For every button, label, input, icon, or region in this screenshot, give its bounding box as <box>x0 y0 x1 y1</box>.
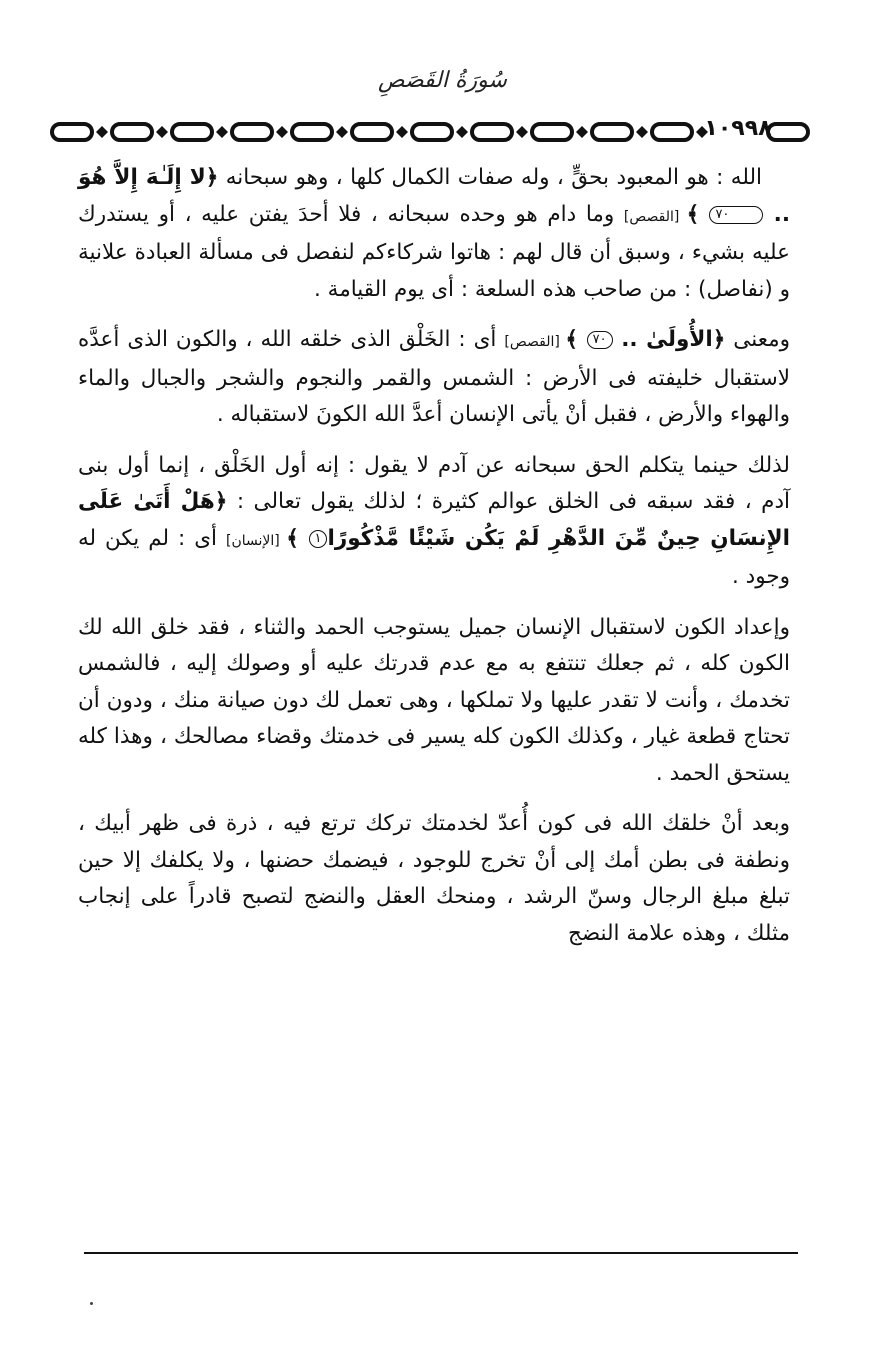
verse-number: ٧٠ <box>587 331 613 349</box>
body-text <box>78 160 790 966</box>
quran-verse: ﴾ <box>565 327 587 352</box>
text-run: وإعداد الكون لاستقبال الإنسان جميل يستوجب الحمد والثناء ، فقد خلق الله لك الكون كله ، ثم جعلك تنتفع به مع عدم قدرتك عليه أو وصولك إليه ، فالشمس تخدمك ، وأنت لا تقدر عليها ولا تملكها ، وهى تعمل لك دون صيانة منك ، ودون أن تحتاج قطعة غيار ، وكذلك الكون كله يسير فى خدمتك وقضاء مصالحك ، وهذا كله يستحق الحمد . <box>78 614 790 786</box>
verse-number: ٧٠ <box>709 206 763 224</box>
paragraph <box>78 160 790 308</box>
quran-verse: ﴿هَلْ أَتَىٰ عَلَى الإِنسَانِ حِينٌ مِّنَ الدَّهْرِ لَمْ يَكُن شَيْئًا مَّذْكُورًا <box>78 489 790 551</box>
text-run: أى : الخَلْق الذى خلقه الله ، والكون الذى أعدَّه لاستقبال خليفته فى الأرض : الشمس والقمر والنجوم والشجر والجبال والماء والهواء والأرض ، فقبل أنْ يأتى الإنسان أعدَّ الله الكونَ لاستقباله . <box>78 327 790 427</box>
surah-reference: [القصص] <box>623 208 687 225</box>
text-run: ومعنى <box>725 327 790 352</box>
quran-verse: ﴿الأُولَىٰ .. <box>612 327 726 352</box>
paragraph <box>78 806 790 952</box>
page-number: ١٠٩٩٨ <box>704 116 772 141</box>
paragraph <box>78 610 790 793</box>
quran-verse: ﴿لا إِلَـٰهَ إِلاَّ هُوَ .. <box>78 165 790 227</box>
text-run: أى : لم يكن له وجود . <box>78 525 790 589</box>
surah-reference: [القصص] <box>504 334 566 350</box>
quran-verse: ﴾ <box>286 525 309 551</box>
verse-number: ١ <box>309 530 328 548</box>
text-run: وبعد أنْ خلقك الله فى كون أُعدّ لخدمتك تركك ترتع فيه ، ذرة فى ظهر أبيك ، ونطفة فى بطن أمك إلى أنْ تخرج للوجود ، فيضمك حضنها ، ولا يكلفك إلا حين تبلغ مبلغ الرجال وسنّ الرشد ، ومنحك العقل والنضج لتصبح قادراً على إنجاب مثلك ، وهذه علامة النضج <box>78 811 790 946</box>
paragraph <box>78 322 790 434</box>
quran-verse: ﴾ <box>686 201 710 227</box>
surah-title: سُورَةُ القَصَصِ <box>378 68 507 93</box>
scan-speck <box>90 1302 93 1305</box>
paragraph <box>78 448 790 596</box>
surah-reference: [الإنسان] <box>225 532 287 549</box>
text-run: وما دام هو وحده سبحانه ، فلا أحدَ يفتن عليه ، أو يستدرك عليه بشيء ، وسبق أن قال لهم : هاتوا شركاءكم لنفصل فى مسألة العبادة علانية و (نفاصل) : من صاحب هذه السلعة : أى يوم القيامة . <box>78 201 790 302</box>
footnote-divider <box>84 1252 798 1254</box>
text-run: الله : هو المعبود بحقٍّ ، وله صفات الكمال كلها ، وهو سبحانه <box>218 165 762 190</box>
text-run: لذلك حينما يتكلم الحق سبحانه عن آدم لا يقول : إنه أول الخَلْق ، إنما أول بنى آدم ، فقد سبقه فى الخلق عوالم كثيرة ؛ لذلك يقول تعالى : <box>78 452 790 514</box>
